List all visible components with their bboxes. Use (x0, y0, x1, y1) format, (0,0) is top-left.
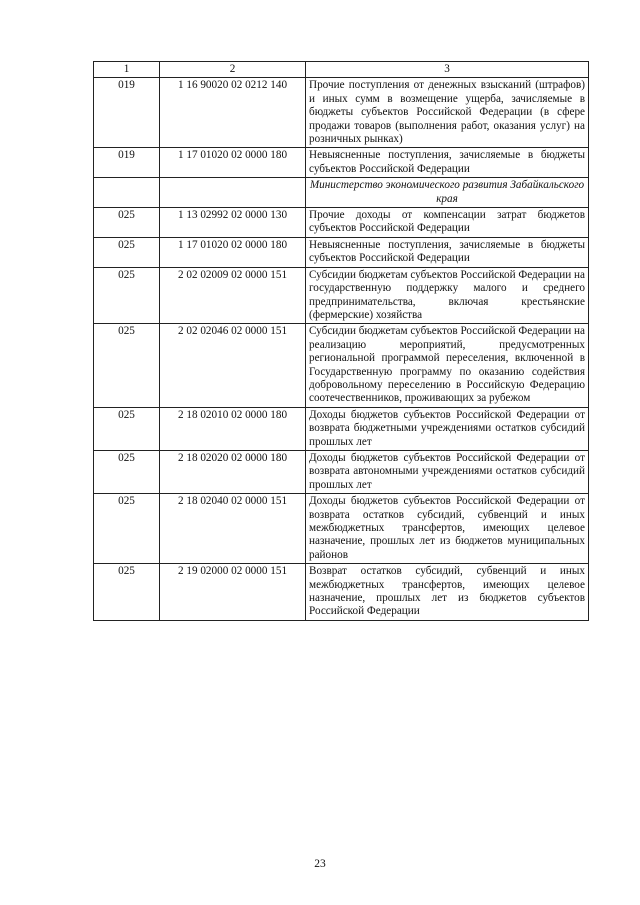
budget-classification-code-cell: 2 18 02010 02 0000 180 (160, 407, 306, 450)
admin-code-cell: 025 (94, 267, 160, 324)
budget-classification-code-cell: 1 17 01020 02 0000 180 (160, 148, 306, 178)
budget-classification-code-cell: 1 13 02992 02 0000 130 (160, 208, 306, 238)
revenue-codes-table (93, 61, 589, 621)
budget-classification-code-cell: 1 16 90020 02 0212 140 (160, 78, 306, 148)
section-header-row (94, 178, 589, 208)
revenue-description-cell: Доходы бюджетов субъектов Российской Федерации от возврата остатков субсидий, субвенций и иных межбюджетных трансфертов, имеющих целевое назначение, прошлых лет из бюджетов муниципальных районов (306, 494, 589, 564)
admin-code-cell: 025 (94, 494, 160, 564)
admin-code-cell: 025 (94, 208, 160, 238)
revenue-description-cell: Прочие поступления от денежных взысканий (штрафов) и иных сумм в возмещение ущерба, зачисляемые в бюджеты субъектов Российской Федерации (в сфере продажи товаров (выполнения работ, оказания услуг) на розничных рынках) (306, 78, 589, 148)
revenue-description-cell: Доходы бюджетов субъектов Российской Федерации от возврата бюджетными учреждениями остатков субсидий прошлых лет (306, 407, 589, 450)
column-header-2: 2 (160, 62, 306, 78)
admin-code-cell: 019 (94, 78, 160, 148)
budget-classification-code-cell: 1 17 01020 02 0000 180 (160, 237, 306, 267)
admin-code-cell: 025 (94, 450, 160, 493)
revenue-description-cell: Возврат остатков субсидий, субвенций и иных межбюджетных трансфертов, имеющих целевое назначение, прошлых лет из бюджетов субъектов Российской Федерации (306, 564, 589, 621)
table-row (94, 564, 589, 621)
table-row (94, 324, 589, 407)
revenue-description-cell: Субсидии бюджетам субъектов Российской Федерации на реализацию мероприятий, предусмотренных региональной программой переселения, включенной в Государственную программу по оказанию содействия добровольному переселению в Российскую Федерацию соотечественников, проживающих за рубежом (306, 324, 589, 407)
empty-cell (160, 178, 306, 208)
budget-classification-code-cell: 2 18 02020 02 0000 180 (160, 450, 306, 493)
revenue-description-cell: Доходы бюджетов субъектов Российской Федерации от возврата автономными учреждениями остатков субсидий прошлых лет (306, 450, 589, 493)
table-row (94, 208, 589, 238)
table-row (94, 407, 589, 450)
admin-code-cell: 025 (94, 237, 160, 267)
admin-code-cell: 025 (94, 324, 160, 407)
table-row (94, 148, 589, 178)
budget-classification-code-cell: 2 02 02009 02 0000 151 (160, 267, 306, 324)
section-title: Министерство экономического развития Забайкальского края (306, 178, 589, 208)
admin-code-cell: 019 (94, 148, 160, 178)
budget-classification-code-cell: 2 18 02040 02 0000 151 (160, 494, 306, 564)
table-row (94, 237, 589, 267)
empty-cell (94, 178, 160, 208)
admin-code-cell: 025 (94, 564, 160, 621)
revenue-description-cell: Невыясненные поступления, зачисляемые в бюджеты субъектов Российской Федерации (306, 237, 589, 267)
revenue-description-cell: Субсидии бюджетам субъектов Российской Федерации на государственную поддержку малого и среднего предпринимательства, включая крестьянские (фермерские) хозяйства (306, 267, 589, 324)
page-number: 23 (314, 858, 326, 870)
table-row (94, 267, 589, 324)
budget-classification-code-cell: 2 19 02000 02 0000 151 (160, 564, 306, 621)
revenue-description-cell: Невыясненные поступления, зачисляемые в бюджеты субъектов Российской Федерации (306, 148, 589, 178)
column-header-1: 1 (94, 62, 160, 78)
column-header-3: 3 (306, 62, 589, 78)
budget-classification-code-cell: 2 02 02046 02 0000 151 (160, 324, 306, 407)
table-row (94, 494, 589, 564)
table-body (94, 78, 589, 620)
admin-code-cell: 025 (94, 407, 160, 450)
table-row (94, 78, 589, 148)
table-row (94, 450, 589, 493)
table-header-row (94, 62, 589, 78)
revenue-description-cell: Прочие доходы от компенсации затрат бюджетов субъектов Российской Федерации (306, 208, 589, 238)
